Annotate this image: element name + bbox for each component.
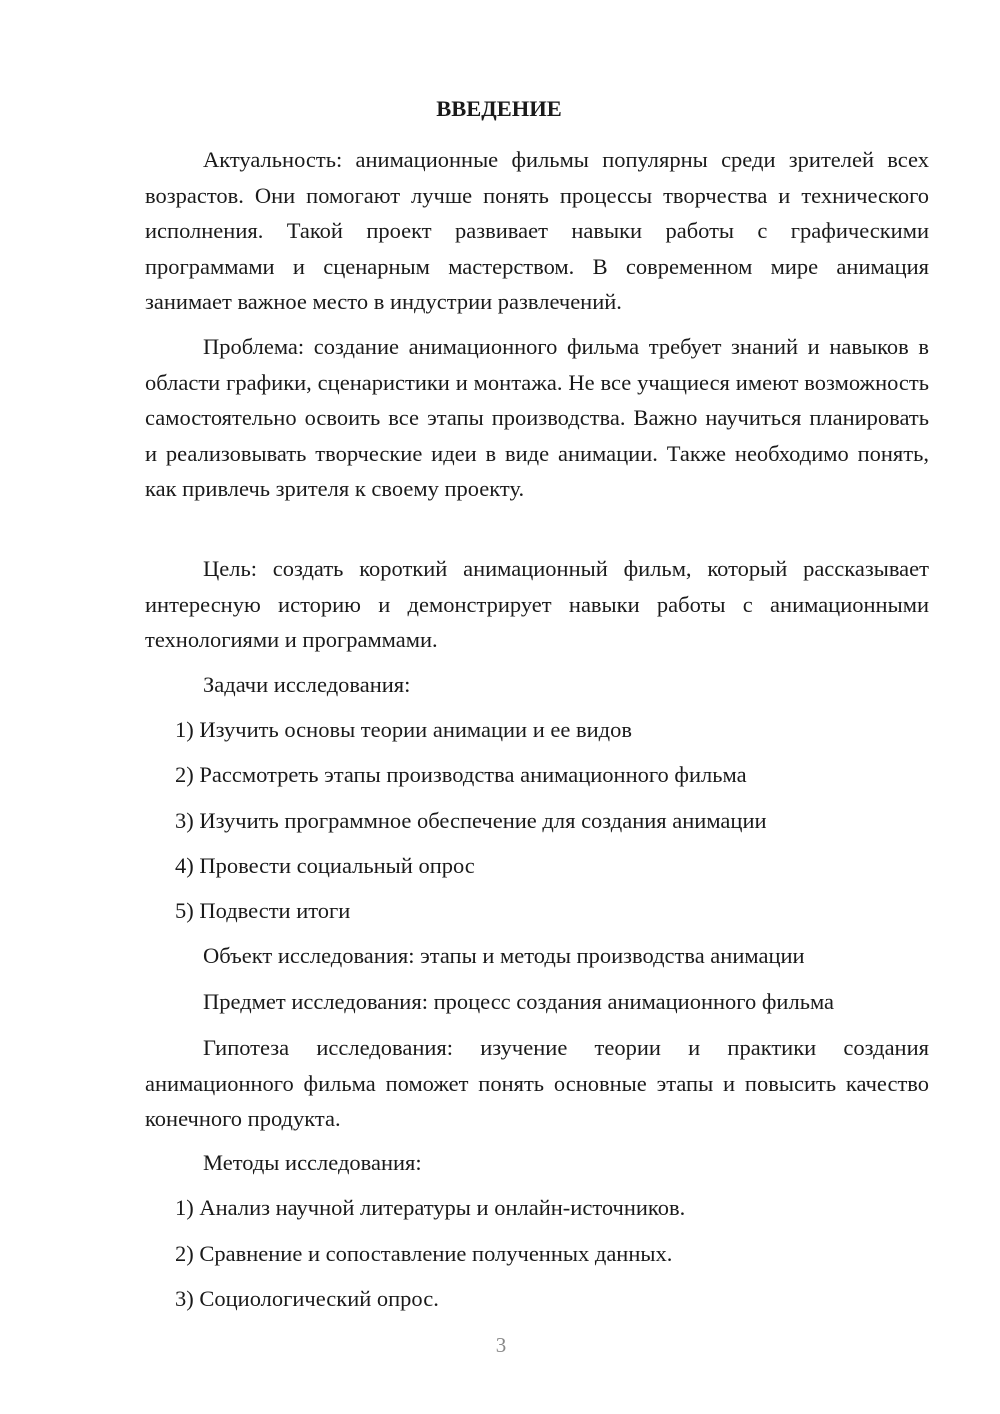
page-number: 3 <box>495 1333 507 1357</box>
task-item: 4) Провести социальный опрос <box>175 853 475 878</box>
research-object: Объект исследования: этапы и методы производства анимации <box>203 943 805 968</box>
task-item: 5) Подвести итоги <box>175 898 351 923</box>
task-item: 3) Изучить программное обеспечение для создания анимации <box>175 808 767 833</box>
relevance-paragraph: Актуальность: анимационные фильмы популярны среди зрителей всех возрастов. Они помогают лучше понять процессы творчества и технического исполнения. Такой проект развивает навыки работы с графическими программами и сценарным мастерством. В современном мире анимация занимает важное место в индустрии развлечений. <box>145 147 929 314</box>
goal-paragraph: Цель: создать короткий анимационный фильм, который рассказывает интересную историю и демонстрирует навыки работы с анимационными технологиями и программами. <box>145 556 929 652</box>
task-item: 2) Рассмотреть этапы производства анимационного фильма <box>175 762 747 787</box>
method-item: 2) Сравнение и сопоставление полученных данных. <box>175 1241 673 1266</box>
problem-paragraph: Проблема: создание анимационного фильма требует знаний и навыков в области графики, сценаристики и монтажа. Не все учащиеся имеют возможность самостоятельно освоить все этапы производства. Важно научиться планировать и реализовывать творческие идеи в виде анимации. Также необходимо понять, как привлечь зрителя к своему проекту. <box>145 334 929 501</box>
research-subject: Предмет исследования: процесс создания анимационного фильма <box>203 989 835 1014</box>
method-item: 1) Анализ научной литературы и онлайн-источников. <box>175 1195 686 1220</box>
methods-heading: Методы исследования: <box>203 1150 422 1175</box>
hypothesis-paragraph: Гипотеза исследования: изучение теории и практики создания анимационного фильма поможет понять основные этапы и повысить качество конечного продукта. <box>145 1035 929 1131</box>
page-title: ВВЕДЕНИЕ <box>436 96 562 121</box>
task-item: 1) Изучить основы теории анимации и ее видов <box>175 717 632 742</box>
tasks-heading: Задачи исследования: <box>203 672 411 697</box>
method-item: 3) Социологический опрос. <box>175 1286 439 1311</box>
